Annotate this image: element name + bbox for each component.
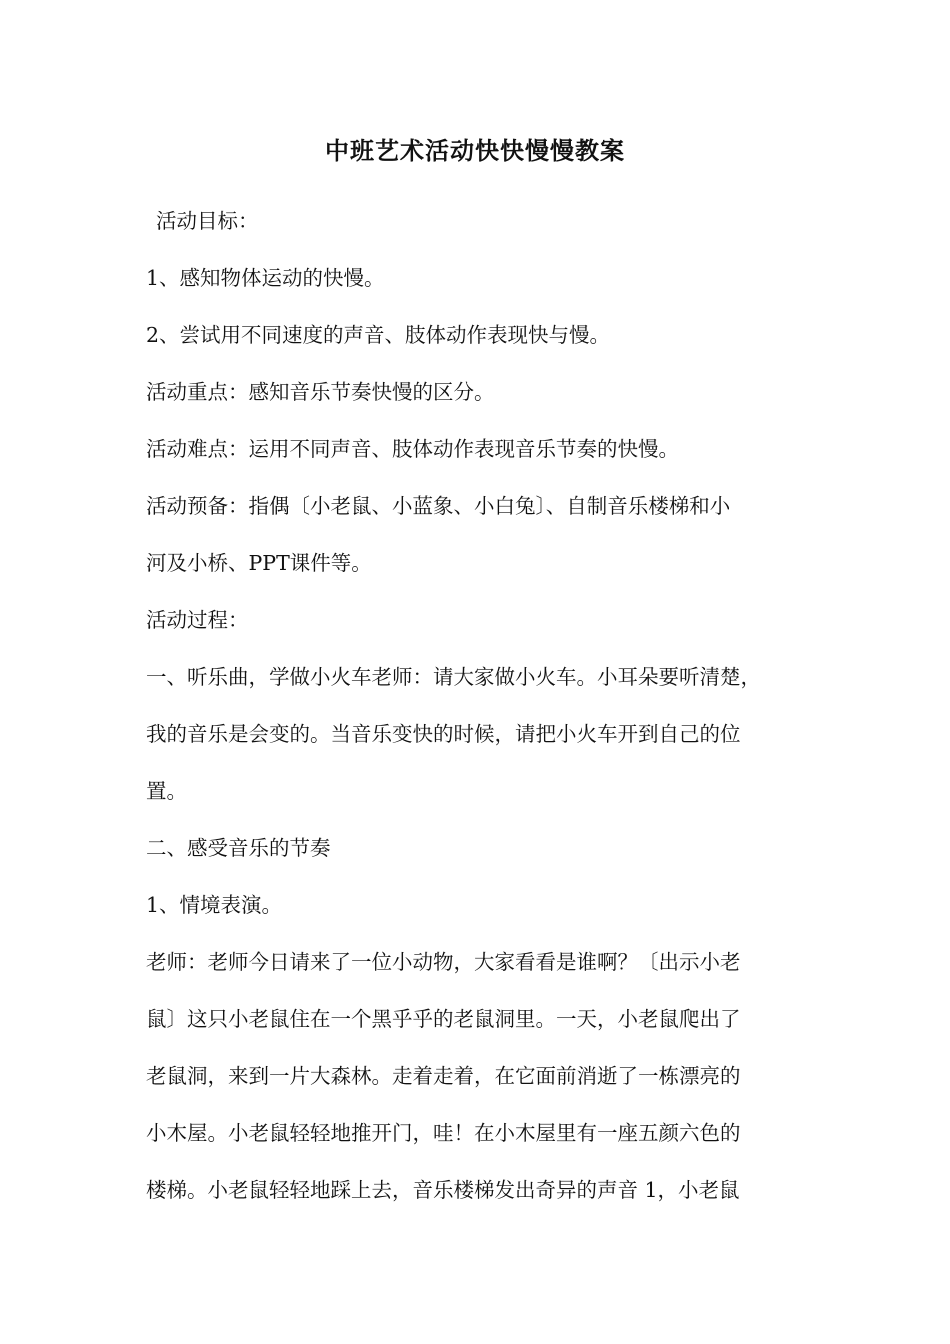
paragraph-line: 二、感受音乐的节奏 bbox=[146, 836, 331, 860]
section-heading-process: 活动过程： bbox=[146, 608, 249, 632]
paragraph-line: 2、尝试用不同速度的声音、肢体动作表现快与慢。 bbox=[146, 323, 611, 347]
page-title: 中班艺术活动快快慢慢教案 bbox=[325, 137, 625, 165]
paragraph-line: 我的音乐是会变的。当音乐变快的时候，请把小火车开到自己的位 bbox=[146, 722, 741, 746]
paragraph-line: 河及小桥、PPT课件等。 bbox=[146, 551, 372, 575]
section-heading-goals: 活动目标： bbox=[156, 209, 259, 233]
paragraph-line: 老鼠洞，来到一片大森林。走着走着，在它面前消逝了一栋漂亮的 bbox=[146, 1064, 741, 1088]
paragraph-line: 活动预备：指偶〔小老鼠、小蓝象、小白兔〕、自制音乐楼梯和小 bbox=[146, 494, 731, 518]
paragraph-line: 活动重点：感知音乐节奏快慢的区分。 bbox=[146, 380, 495, 404]
paragraph-line: 1、感知物体运动的快慢。 bbox=[146, 266, 385, 290]
paragraph-line: 老师：老师今日请来了一位小动物，大家看看是谁啊？〔出示小老 bbox=[146, 950, 741, 974]
paragraph-line: 楼梯。小老鼠轻轻地踩上去，音乐楼梯发出奇异的声音 1，小老鼠 bbox=[146, 1178, 740, 1202]
paragraph-line: 鼠〕这只小老鼠住在一个黑乎乎的老鼠洞里。一天，小老鼠爬出了 bbox=[146, 1007, 741, 1031]
paragraph-line: 活动难点：运用不同声音、肢体动作表现音乐节奏的快慢。 bbox=[146, 437, 679, 461]
paragraph-line: 置。 bbox=[146, 779, 187, 803]
paragraph-line: 一、听乐曲，学做小火车老师：请大家做小火车。小耳朵要听清楚， bbox=[146, 665, 761, 689]
paragraph-line: 1、情境表演。 bbox=[146, 893, 283, 917]
paragraph-line: 小木屋。小老鼠轻轻地推开门，哇！在小木屋里有一座五颜六色的 bbox=[146, 1121, 741, 1145]
